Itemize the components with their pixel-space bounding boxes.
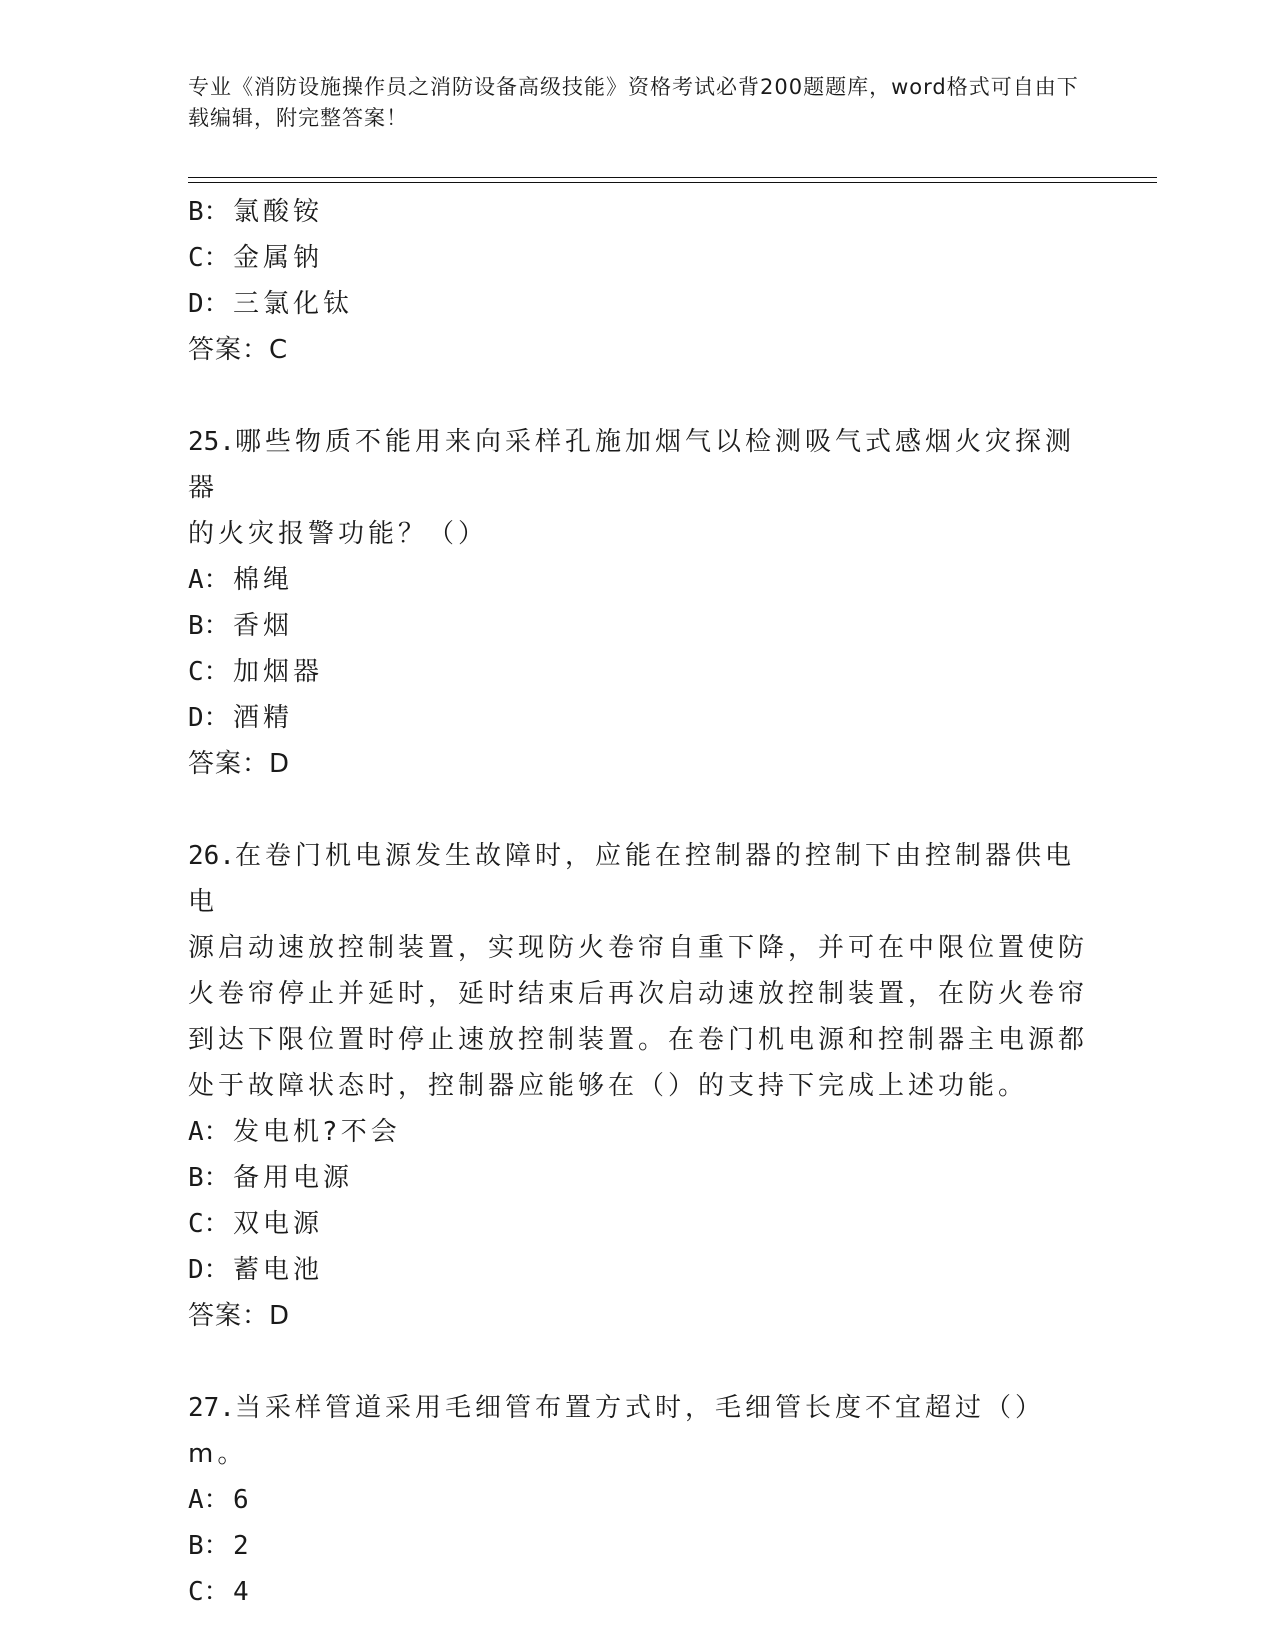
option-line [188, 1247, 1088, 1293]
question-number: 25. [188, 427, 235, 457]
option-label: B： [188, 197, 230, 227]
option-text: 酒精 [233, 703, 294, 733]
option-line [188, 1477, 1088, 1523]
option-line [188, 603, 1088, 649]
option-text: 香烟 [233, 611, 294, 641]
question-text-line: 火卷帘停止并延时，延时结束后再次启动速放控制装置，在防火卷帘 [188, 979, 1089, 1009]
question-text-line [188, 833, 1088, 925]
option-text: 加烟器 [233, 657, 324, 687]
option-label: D： [188, 289, 230, 319]
question-text: 当采样管道采用毛细管布置方式时，毛细管长度不宜超过（）m。 [188, 1393, 1045, 1469]
option-text: 三氯化钛 [233, 289, 354, 319]
option-label: A： [188, 1485, 230, 1515]
spacer [188, 1339, 1088, 1385]
option-label: A： [188, 1117, 230, 1147]
option-line [188, 557, 1088, 603]
answer-line: 答案：C [188, 335, 289, 365]
spacer [188, 373, 1088, 419]
option-label: B： [188, 1531, 230, 1561]
option-label: B： [188, 1163, 230, 1193]
option-label: C： [188, 243, 230, 273]
question-text-line: 的火灾报警功能？（） [188, 519, 489, 549]
question-text-line: 处于故障状态时，控制器应能够在（）的支持下完成上述功能。 [188, 1071, 1029, 1101]
question-content [188, 189, 1088, 1615]
option-text: 备用电源 [233, 1163, 354, 1193]
option-label: D： [188, 703, 230, 733]
question-text: 在卷门机电源发生故障时，应能在控制器的控制下由控制器供电电 [188, 841, 1075, 917]
question-text-line: 源启动速放控制装置，实现防火卷帘自重下降，并可在中限位置使防 [188, 933, 1089, 963]
document-header: 专业《消防设施操作员之消防设备高级技能》资格考试必背200题题库，word格式可自由下载编辑，附完整答案！ [188, 75, 1079, 130]
option-label: C： [188, 657, 230, 687]
question-text-line [188, 1385, 1088, 1477]
option-line [188, 1569, 1088, 1615]
option-label: A： [188, 565, 230, 595]
option-line [188, 1523, 1088, 1569]
header-rule-top [188, 177, 1157, 178]
question-text-line [188, 419, 1088, 511]
option-line [188, 695, 1088, 741]
question-number: 27. [188, 1393, 235, 1423]
answer-line: 答案：D [188, 1301, 291, 1331]
option-text: 发电机?不会 [233, 1117, 401, 1147]
spacer [188, 787, 1088, 833]
question-text: 哪些物质不能用来向采样孔施加烟气以检测吸气式感烟火灾探测器 [188, 427, 1075, 503]
option-text: 2 [233, 1531, 249, 1561]
option-line [188, 189, 1088, 235]
option-line [188, 1109, 1088, 1155]
header-rule-bottom [188, 182, 1157, 183]
option-text: 4 [233, 1577, 249, 1607]
option-line [188, 281, 1088, 327]
option-label: B： [188, 611, 230, 641]
option-text: 6 [233, 1485, 249, 1515]
option-line [188, 649, 1088, 695]
option-text: 金属钠 [233, 243, 324, 273]
option-line [188, 1155, 1088, 1201]
option-label: C： [188, 1577, 230, 1607]
answer-line: 答案：D [188, 749, 291, 779]
question-text-line: 到达下限位置时停止速放控制装置。在卷门机电源和控制器主电源都 [188, 1025, 1089, 1055]
question-number: 26. [188, 841, 235, 871]
option-label: D： [188, 1255, 230, 1285]
option-text: 氯酸铵 [233, 197, 324, 227]
option-text: 棉绳 [233, 565, 294, 595]
option-label: C： [188, 1209, 230, 1239]
option-line [188, 235, 1088, 281]
option-text: 双电源 [233, 1209, 324, 1239]
option-text: 蓄电池 [233, 1255, 324, 1285]
option-line [188, 1201, 1088, 1247]
